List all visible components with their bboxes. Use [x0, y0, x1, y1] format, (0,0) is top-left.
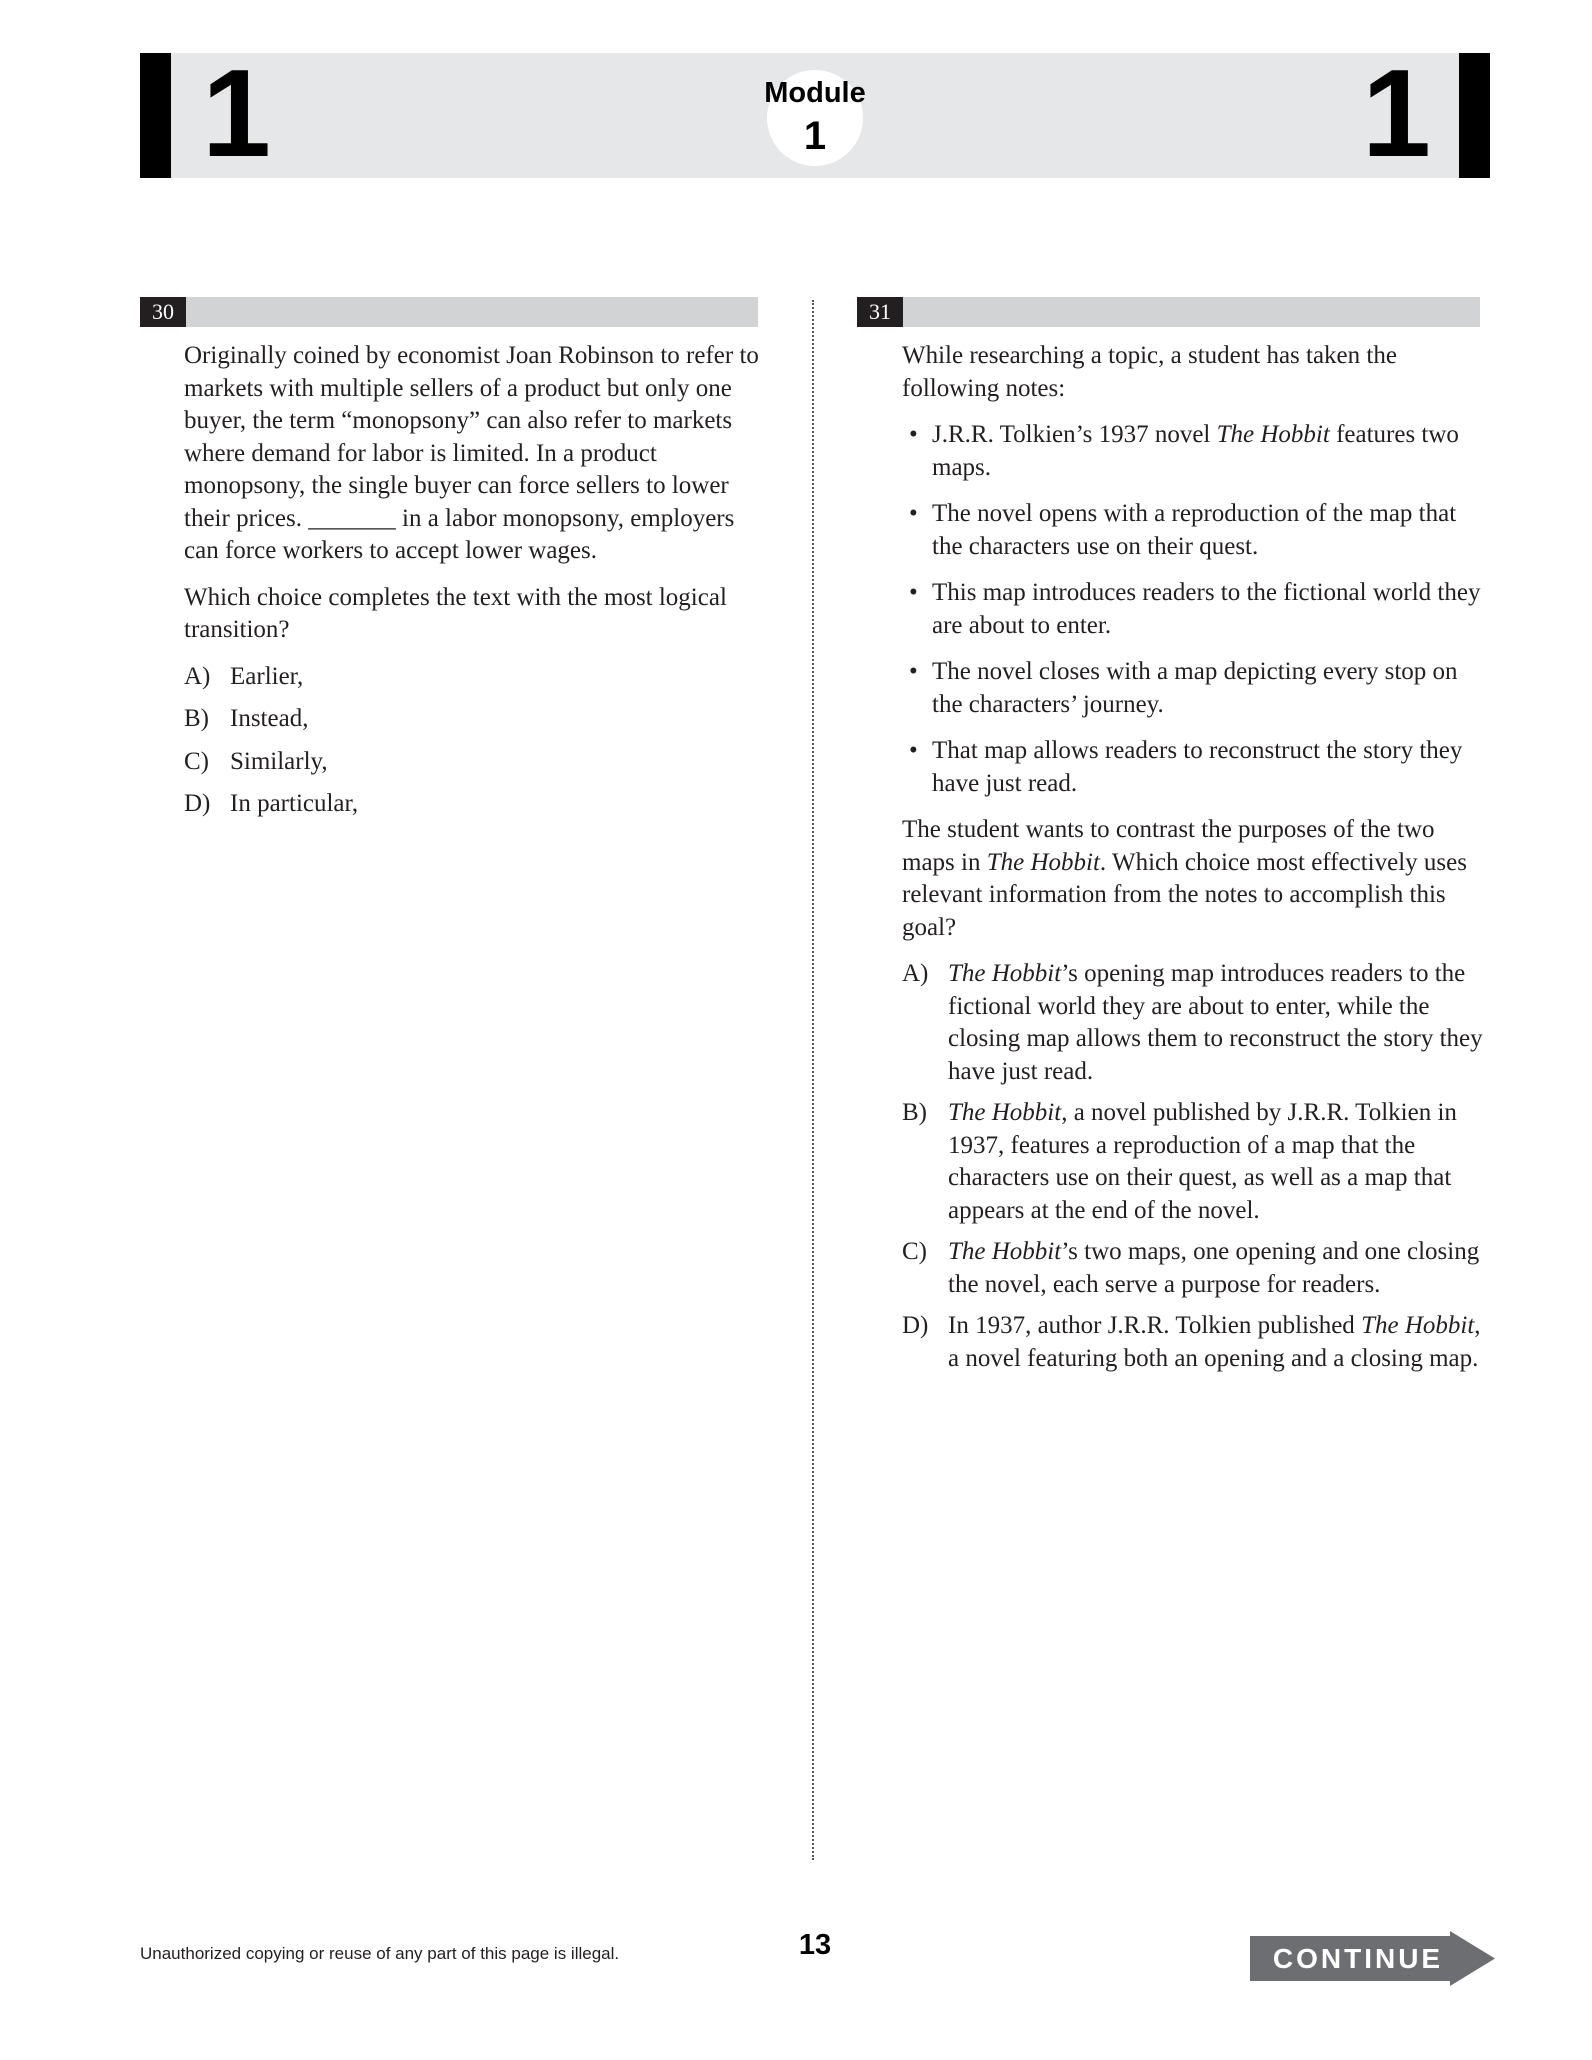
choice-letter: B) — [902, 1099, 927, 1126]
choice-c[interactable] — [184, 746, 764, 779]
choice-text: The Hobbit, a novel published by J.R.R. Tolkien in 1937, features a reproduction of a map that the characters use on their quest, as well as a map that appears at the end of the novel. — [948, 1099, 1457, 1224]
choice-a[interactable] — [184, 661, 764, 694]
choice-text: Instead, — [230, 705, 309, 732]
bullet-icon: • — [909, 579, 918, 606]
question-prompt: The student wants to contrast the purposes of the two maps in The Hobbit. Which choice most effectively uses relevant information from the notes to accomplish this goal? — [902, 816, 1467, 941]
header-left-bar — [140, 53, 171, 178]
module-label: Module — [764, 77, 866, 109]
question-31-header — [857, 297, 1480, 327]
note-item — [902, 419, 1487, 484]
answer-choices — [902, 958, 1487, 1375]
choice-letter: D) — [184, 790, 211, 817]
question-passage: Originally coined by economist Joan Robinson to refer to markets with multiple sellers of a product but only one buyer, the term “monopsony” can also refer to markets where demand for labor is limited. In a product monopsony, the single buyer can force sellers to lower their prices. _______ in a labor monopsony, employers can force workers to accept lower wages. — [184, 342, 759, 564]
module-number: 1 — [803, 114, 827, 158]
choice-b[interactable] — [902, 1097, 1487, 1227]
page-number: 13 — [798, 1929, 832, 1961]
header-right-bar — [1459, 53, 1490, 178]
note-text: The novel opens with a reproduction of the map that the characters use on their quest. — [932, 500, 1457, 560]
choice-c[interactable] — [902, 1236, 1487, 1301]
choice-d[interactable] — [902, 1310, 1487, 1375]
choice-letter: A) — [902, 960, 929, 987]
choice-a[interactable] — [902, 958, 1487, 1088]
note-text: The novel closes with a map depicting every stop on the characters’ journey. — [932, 658, 1458, 718]
continue-button-label[interactable]: CONTINUE — [1272, 1943, 1444, 1974]
choice-letter: A) — [184, 662, 211, 690]
question-number: 31 — [857, 297, 903, 327]
bullet-icon: • — [909, 500, 918, 527]
choice-text: In 1937, author J.R.R. Tolkien published The Hobbit, a novel featuring both an opening and a closing map. — [948, 1312, 1481, 1372]
note-text: This map introduces readers to the fictional world they are about to enter. — [932, 579, 1481, 639]
choice-letter: B) — [184, 705, 209, 732]
answer-choices — [184, 661, 764, 821]
choice-d[interactable] — [184, 788, 764, 821]
choice-text: Similarly, — [230, 747, 328, 775]
bullet-icon: • — [909, 737, 918, 764]
note-text: That map allows readers to reconstruct the story they have just read. — [932, 737, 1463, 797]
note-item — [902, 577, 1487, 642]
column-divider — [812, 300, 814, 1860]
question-prompt: Which choice completes the text with the most logical transition? — [184, 583, 727, 643]
question-number: 30 — [140, 297, 186, 327]
section-number-left: 1 — [202, 45, 271, 183]
copyright-notice: Unauthorized copying or reuse of any part of this page is illegal. — [140, 1944, 620, 1963]
choice-text: In particular, — [230, 790, 359, 817]
question-30 — [184, 340, 764, 831]
choice-letter: C) — [184, 747, 209, 775]
note-item — [902, 656, 1487, 721]
bullet-icon: • — [909, 658, 918, 685]
note-item — [902, 498, 1487, 563]
choice-text: The Hobbit’s opening map introduces readers to the fictional world they are about to enter, while the closing map allows them to reconstruct the story they have just read. — [948, 960, 1483, 1085]
choice-text: The Hobbit’s two maps, one opening and one closing the novel, each serve a purpose for readers. — [948, 1238, 1480, 1298]
question-intro: While researching a topic, a student has taken the following notes: — [902, 342, 1397, 402]
choice-letter: C) — [902, 1238, 927, 1265]
choice-b[interactable] — [184, 703, 764, 736]
choice-text: Earlier, — [230, 662, 304, 690]
section-number-right: 1 — [1362, 45, 1431, 183]
note-text: J.R.R. Tolkien’s 1937 novel The Hobbit features two maps. — [932, 421, 1459, 481]
bullet-icon: • — [909, 421, 918, 448]
student-notes — [902, 419, 1487, 800]
question-31 — [902, 340, 1487, 1384]
note-item — [902, 735, 1487, 800]
question-30-header — [140, 297, 758, 327]
choice-letter: D) — [902, 1312, 929, 1339]
